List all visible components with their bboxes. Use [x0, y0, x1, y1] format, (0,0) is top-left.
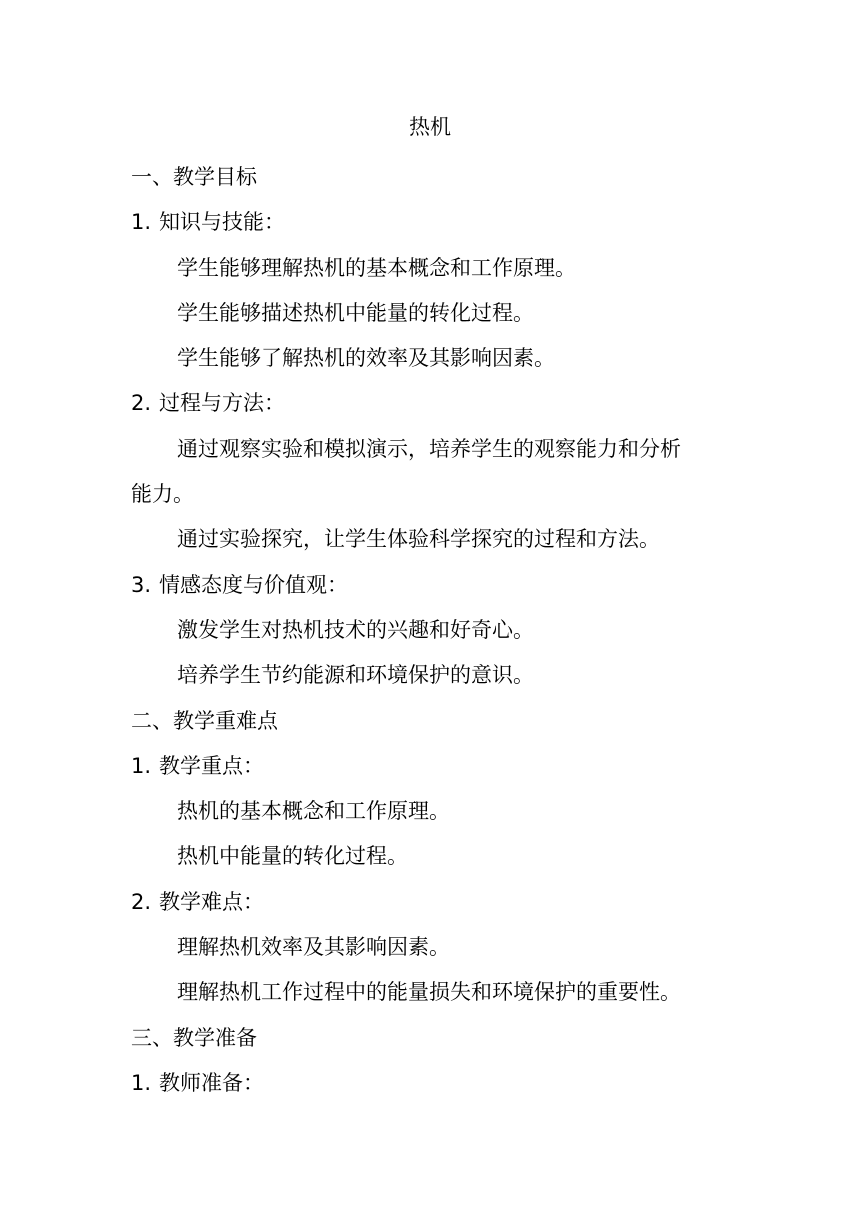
- subsection-number: 3.: [131, 572, 152, 597]
- document-body: [131, 155, 731, 1106]
- paragraph: 理解热机工作过程中的能量损失和环境保护的重要性。: [177, 980, 681, 1005]
- subsection-heading: [131, 744, 731, 789]
- subsection-label: 教师准备：: [159, 1070, 264, 1095]
- subsection-heading: [131, 200, 731, 245]
- subsection-number: 2.: [131, 391, 152, 416]
- paragraph-continuation: 能力。: [131, 482, 194, 507]
- subsection-label: 情感态度与价值观：: [159, 572, 348, 597]
- section-heading: 三、教学准备: [131, 1025, 257, 1050]
- paragraph: 热机的基本概念和工作原理。: [177, 799, 450, 824]
- subsection-number: 1.: [131, 210, 152, 235]
- subsection-label: 教学难点：: [159, 889, 264, 914]
- subsection-heading: [131, 880, 731, 925]
- subsection-heading: [131, 563, 731, 608]
- subsection-number: 1.: [131, 1070, 152, 1095]
- paragraph: 理解热机效率及其影响因素。: [177, 935, 450, 960]
- subsection-number: 2.: [131, 889, 152, 914]
- subsection-label: 知识与技能：: [159, 210, 285, 235]
- paragraph: 培养学生节约能源和环境保护的意识。: [177, 663, 534, 688]
- subsection-label: 教学重点：: [159, 753, 264, 778]
- paragraph: 通过观察实验和模拟演示，培养学生的观察能力和分析: [177, 436, 681, 461]
- paragraph: 学生能够理解热机的基本概念和工作原理。: [177, 255, 576, 280]
- subsection-heading: [131, 1061, 731, 1106]
- paragraph: 热机中能量的转化过程。: [177, 844, 408, 869]
- paragraph: 激发学生对热机技术的兴趣和好奇心。: [177, 617, 534, 642]
- paragraph: 通过实验探究，让学生体验科学探究的过程和方法。: [177, 527, 660, 552]
- subsection-heading: [131, 381, 731, 426]
- subsection-number: 1.: [131, 753, 152, 778]
- section-heading: 一、教学目标: [131, 165, 257, 189]
- paragraph: 学生能够描述热机中能量的转化过程。: [177, 300, 534, 325]
- subsection-label: 过程与方法：: [159, 391, 285, 416]
- paragraph: 学生能够了解热机的效率及其影响因素。: [177, 346, 555, 371]
- section-heading: 二、教学重难点: [131, 708, 278, 733]
- document-title: 热机: [409, 115, 451, 139]
